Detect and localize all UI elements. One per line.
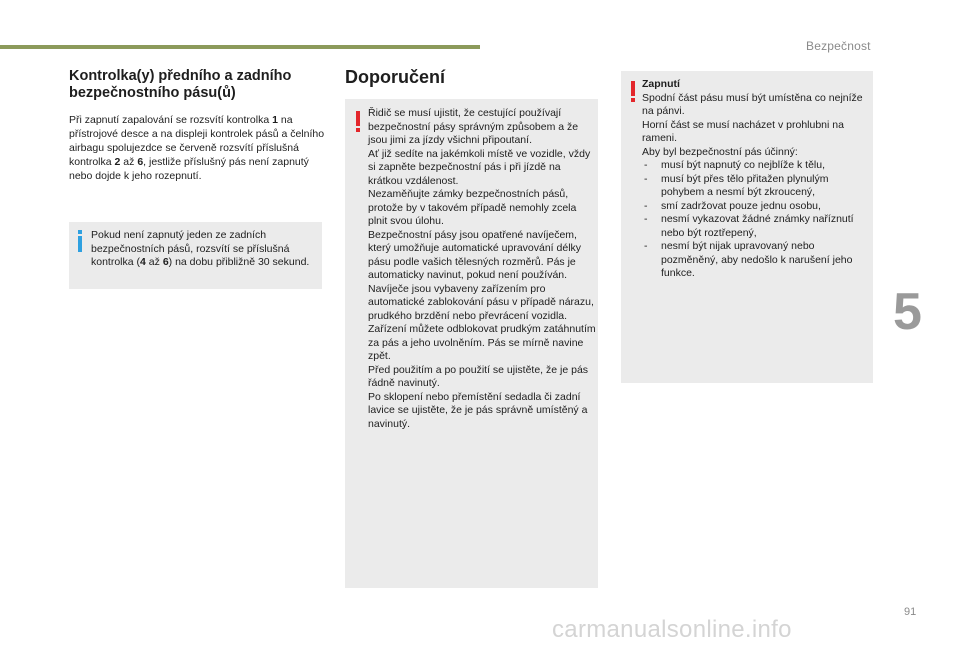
info-note-box xyxy=(69,222,322,289)
list-item: - smí zadržovat pouze jednu osobu, xyxy=(642,200,870,214)
fastening-warning-content xyxy=(642,78,870,281)
page-number: 91 xyxy=(904,606,917,618)
header-accent-rule xyxy=(0,45,480,49)
fastening-warning-intro: Spodní část pásu musí být umístěna co nejníže na pánvi. Horní část se musí nacházet v prohlubni na rameni. Aby byl bezpečnostní pás účinný: xyxy=(642,91,863,158)
seatbelt-warning-paragraph: Při zapnutí zapalování se rozsvítí kontrolka 1 na přístrojové desce a na displeji kontrolek pásů a čelního airbagu spolujezdce se červeně rozsvítí příslušná kontrolka 2 až 6, jestliže příslušný pás není zapnutý nebo dojde k jeho rozepnutí. xyxy=(69,114,325,182)
info-note-text: Pokud není zapnutý jeden ze zadních bezpečnostních pásů, rozsvítí se příslušná kontrolka (4 až 6) na dobu přibližně 30 sekund. xyxy=(91,229,310,268)
warning-icon xyxy=(630,81,636,103)
watermark: carmanualsonline.info xyxy=(552,616,792,643)
recommendations-warning-text: Řidič se musí ujistit, že cestující používají bezpečnostní pásy správným způsobem a že jsou jimi za jízdy všichni připoutaní. Ať již sedíte na jakémkoli místě ve vozidle, vždy si zapněte bezpečnostní pás i při jízdě na krátkou vzdálenost. Nezaměňujte zámky bezpečnostních pásů, protože by v takovém případě nemohly zcela plnit svou úlohu. Bezpečnostní pásy jsou opatřené navíječem, který umožňuje automatické upravování délky pásu podle vašich tělesných rozměrů. Pás je automaticky navinut, pokud není používán. Navíječe jsou vybaveny zařízením pro automatické zablokování pásu v případě nárazu, prudkého brzdění nebo převrácení vozidla. Zařízení můžete odblokovat prudkým zatáhnutím za pás a jeho uvolněním. Pás se mírně navine zpět. Před použitím a po použití se ujistěte, že je pás řádně navinutý. Po sklopení nebo přemístění sedadla či zadní lavice se ujistěte, že je pás správně umístěný a navinutý. xyxy=(368,107,596,430)
list-item: - musí být přes tělo přitažen plynulým pohybem a nesmí být zkroucený, xyxy=(642,173,870,200)
list-item: - nesmí vykazovat žádné známky naříznutí nebo být roztřepený, xyxy=(642,213,870,240)
warning-icon xyxy=(355,111,361,133)
fastening-warning-title: Zapnutí xyxy=(642,78,680,90)
chapter-number: 5 xyxy=(893,283,922,341)
list-item: - musí být napnutý co nejblíže k tělu, xyxy=(642,159,870,173)
list-item: - nesmí být nijak upravovaný nebo pozměněný, aby nedošlo k narušení jeho funkce. xyxy=(642,240,870,281)
fastening-warning-box xyxy=(621,71,873,383)
recommendations-heading: Doporučení xyxy=(345,67,446,87)
section-title: Bezpečnost xyxy=(806,39,871,53)
seatbelt-warning-heading: Kontrolka(y) předního a zadního bezpečnostního pásu(ů) xyxy=(69,68,292,101)
recommendations-warning-box xyxy=(345,99,598,588)
info-icon xyxy=(77,230,83,252)
fastening-requirements-list xyxy=(642,159,870,281)
